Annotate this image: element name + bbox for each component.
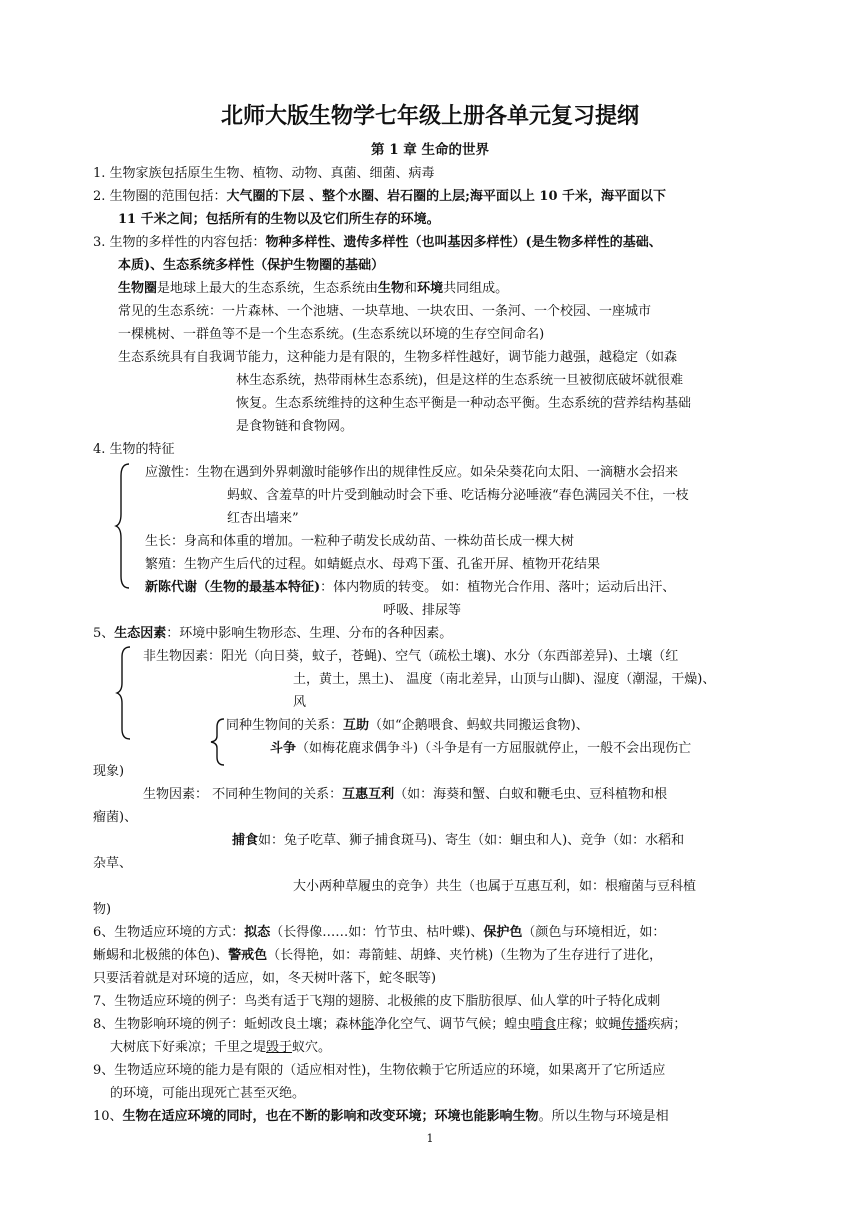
brace-same-species [210, 717, 226, 767]
text-run: 生物在适应环境的同时，也在不断的影响和改变环境；环境也能影响生物 [122, 1109, 539, 1124]
text-run: 蜥蜴和北极熊的体色)、 [93, 948, 229, 963]
text-run: 恢复。生态系统维持的这种生态平衡是一种动态平衡。生态系统的营养结构基础 [236, 396, 692, 411]
text-line [93, 764, 124, 780]
text-run: 红杏出墙来” [227, 511, 299, 526]
text-line [93, 189, 666, 205]
text-run: （如梅花鹿求偶争斗)（斗争是有一方屈服就停止，一般不会出现伤亡 [296, 741, 692, 756]
text-line [93, 902, 111, 918]
text-run: 大树底下好乘凉；千里之堤 [110, 1040, 267, 1055]
text-run: 常见的生态系统：一片森林、一个池塘、一块草地、一块农田、一条河、一个校园、一座城市 [118, 304, 652, 319]
text-run: （长得像……如：竹节虫、枯叶蝶)、 [270, 925, 484, 940]
text-run: 土，黄土，黑土)、 温度（南北差异，山顶与山脚)、湿度（潮湿，干燥)、 [293, 672, 716, 687]
text-run: 一棵桃树、一群鱼等不是一个生态系统。(生态系统以环境的生存空间命名) [118, 327, 545, 342]
text-run: 3. 生物的多样性的内容包括： [93, 235, 266, 250]
text-line [93, 925, 665, 941]
text-line [93, 994, 660, 1010]
text-run: 警戒色 [228, 948, 268, 963]
text-run: 生态系统具有自我调节能力，这种能力是有限的，生物多样性越好，调节能力越强，越稳定（如森 [118, 350, 678, 365]
text-run: 和 [404, 281, 418, 296]
text-run: 净化空气、调节气候；蝗虫 [374, 1017, 531, 1032]
text-run: 庄稼；蚊蝇 [556, 1017, 622, 1032]
text-run: 同种生物间的关系： [226, 718, 344, 733]
text-run: 生长：身高和体重的增加。一粒种子萌发长成幼苗、一株幼苗长成一棵大树 [145, 534, 575, 549]
text-line [118, 281, 508, 297]
text-line [293, 879, 696, 895]
text-line [118, 304, 651, 320]
text-run: （长得艳，如：毒箭蛙、胡蜂、夹竹桃)（生物为了生存进行了进化， [267, 948, 663, 963]
text-run: （如：海葵和蟹、白蚁和鞭毛虫、豆科植物和根 [394, 787, 668, 802]
text-line [143, 649, 678, 665]
text-run: 11 千米之间；包括所有的生物以及它们所生存的环境。 [118, 212, 440, 227]
text-line [227, 511, 299, 527]
text-run: 生物因素： 不同种生物间的关系： [143, 787, 343, 802]
text-line [93, 626, 452, 642]
text-run: 只要活着就是对环境的适应，如，冬天树叶落下，蛇冬眠等) [93, 971, 437, 986]
text-run: 1. 生物家族包括原生生物、植物、动物、真菌、细菌、病毒 [93, 166, 435, 181]
text-run: 保护色 [483, 925, 523, 940]
brace-characteristics [115, 462, 131, 590]
text-line [93, 948, 662, 964]
text-run: 杂草、 [93, 856, 133, 871]
text-run: 4. 生物的特征 [93, 442, 175, 457]
text-line [93, 810, 137, 826]
text-line [236, 396, 691, 412]
text-run: 传播 [621, 1017, 648, 1032]
text-run: （颜色与环境相近，如： [522, 925, 666, 940]
text-line [118, 212, 440, 228]
document-title: 北师大版生物学七年级上册各单元复习提纲 [220, 103, 639, 129]
text-run: 本质)、生态系统多样性（保护生物圈的基础） [118, 258, 385, 273]
text-line [227, 488, 689, 504]
text-run: 新陈代谢（生物的最基本特征) [145, 580, 321, 595]
text-run: 生态因素 [114, 626, 167, 641]
text-run: 捕食 [232, 833, 259, 848]
text-line [236, 419, 353, 435]
text-run: 斗争 [270, 741, 297, 756]
text-line [145, 580, 675, 596]
text-run: 啃食 [530, 1017, 557, 1032]
text-run: 疾病； [647, 1017, 687, 1032]
text-line [293, 695, 306, 711]
text-run: 互助 [343, 718, 370, 733]
text-line [93, 971, 436, 987]
text-line [293, 672, 715, 688]
text-run: 大小两种草履虫的竞争）共生（也属于互惠互利，如：根瘤菌与豆科植 [293, 879, 697, 894]
text-run: 是食物链和食物网。 [236, 419, 354, 434]
chapter-heading: 第 1 章 生命的世界 [371, 142, 489, 158]
text-run: 非生物因素：阳光（向日葵，蚊子，苍蝇)、空气（疏松土壤)、水分（东西部差异)、土壤（红 [143, 649, 679, 664]
text-run: 拟态 [244, 925, 271, 940]
text-run: 5、 [93, 626, 115, 641]
text-run: 8、生物影响环境的例子：蚯蚓改良土壤；森林 [93, 1017, 362, 1032]
text-run: 的环境，可能出现死亡甚至灭绝。 [110, 1086, 306, 1101]
text-run: 毁于 [266, 1040, 293, 1055]
text-line [93, 166, 435, 182]
text-run: 生物圈 [118, 281, 158, 296]
text-run: 现象) [93, 764, 125, 779]
text-run: ：体内物质的转变。 如：植物光合作用、落叶；运动后出汗、 [320, 580, 676, 595]
text-line [226, 718, 589, 734]
text-line [118, 258, 384, 274]
text-line [93, 235, 662, 251]
text-run: 呼吸、排尿等 [383, 603, 462, 618]
text-line [232, 833, 684, 849]
text-line [145, 534, 574, 550]
text-run: 9、生物适应环境的能力是有限的（适应相对性)，生物依赖于它所适应的环境，如果离开了它所适应 [93, 1063, 666, 1078]
text-run: 生物 [378, 281, 405, 296]
text-run: 7、生物适应环境的例子：鸟类有适于飞翔的翅膀、北极熊的皮下脂肪很厚、仙人掌的叶子特化成刺 [93, 994, 661, 1009]
text-run: 是地球上最大的生态系统，生态系统由 [157, 281, 379, 296]
text-run: 蚁穴。 [292, 1040, 332, 1055]
text-run: 风 [293, 695, 307, 710]
text-run: 10、 [93, 1109, 123, 1124]
text-line [118, 350, 677, 366]
brace-ecological-factors [116, 645, 132, 741]
text-line [145, 465, 678, 481]
text-run: 应激性：生物在遇到外界刺激时能够作出的规律性反应。如朵朵葵花向太阳、一滴糖水会招来 [145, 465, 679, 480]
text-run: 环境 [417, 281, 444, 296]
text-line [270, 741, 691, 757]
text-line [93, 856, 132, 872]
text-run: 。所以生物与环境是相 [538, 1109, 669, 1124]
text-run: 林生态系统，热带雨林生态系统)，但是这样的生态系统一旦被彻底破坏就很难 [236, 373, 684, 388]
text-run: 6、生物适应环境的方式： [93, 925, 245, 940]
text-line [118, 327, 544, 343]
text-line [93, 1109, 669, 1125]
text-run: 2. 生物圈的范围包括： [93, 189, 227, 204]
page-number: 1 [426, 1132, 434, 1145]
text-run: （如“企鹅喂食、蚂蚁共同搬运食物)、 [369, 718, 589, 733]
text-run: 大气圈的下层 、整个水圈、岩石圈的上层;海平面以上 10 千米，海平面以下 [226, 189, 667, 204]
text-line [93, 442, 175, 458]
text-line [383, 603, 461, 619]
text-line [110, 1086, 305, 1102]
text-run: 物种多样性、遗传多样性（也叫基因多样性）(是生物多样性的基础、 [265, 235, 662, 250]
text-run: 能 [361, 1017, 375, 1032]
text-line [110, 1040, 331, 1056]
text-run: 互惠互利 [342, 787, 395, 802]
text-line [93, 1063, 665, 1079]
text-line [145, 557, 600, 573]
text-line [143, 787, 667, 803]
text-line [236, 373, 683, 389]
text-run: 如：兔子吃草、狮子捕食斑马)、寄生（如：蛔虫和人)、竞争（如：水稻和 [258, 833, 685, 848]
text-run: 繁殖：生物产生后代的过程。如蜻蜓点水、母鸡下蛋、孔雀开屏、植物开花结果 [145, 557, 601, 572]
text-run: 物) [93, 902, 112, 917]
text-run: 共同组成。 [443, 281, 509, 296]
text-line [93, 1017, 686, 1033]
text-run: 瘤菌)、 [93, 810, 138, 825]
text-run: 蚂蚁、含羞草的叶片受到触动时会下垂、吃话梅分泌唾液“春色满园关不住，一枝 [227, 488, 689, 503]
text-run: ：环境中影响生物形态、生理、分布的各种因素。 [166, 626, 453, 641]
